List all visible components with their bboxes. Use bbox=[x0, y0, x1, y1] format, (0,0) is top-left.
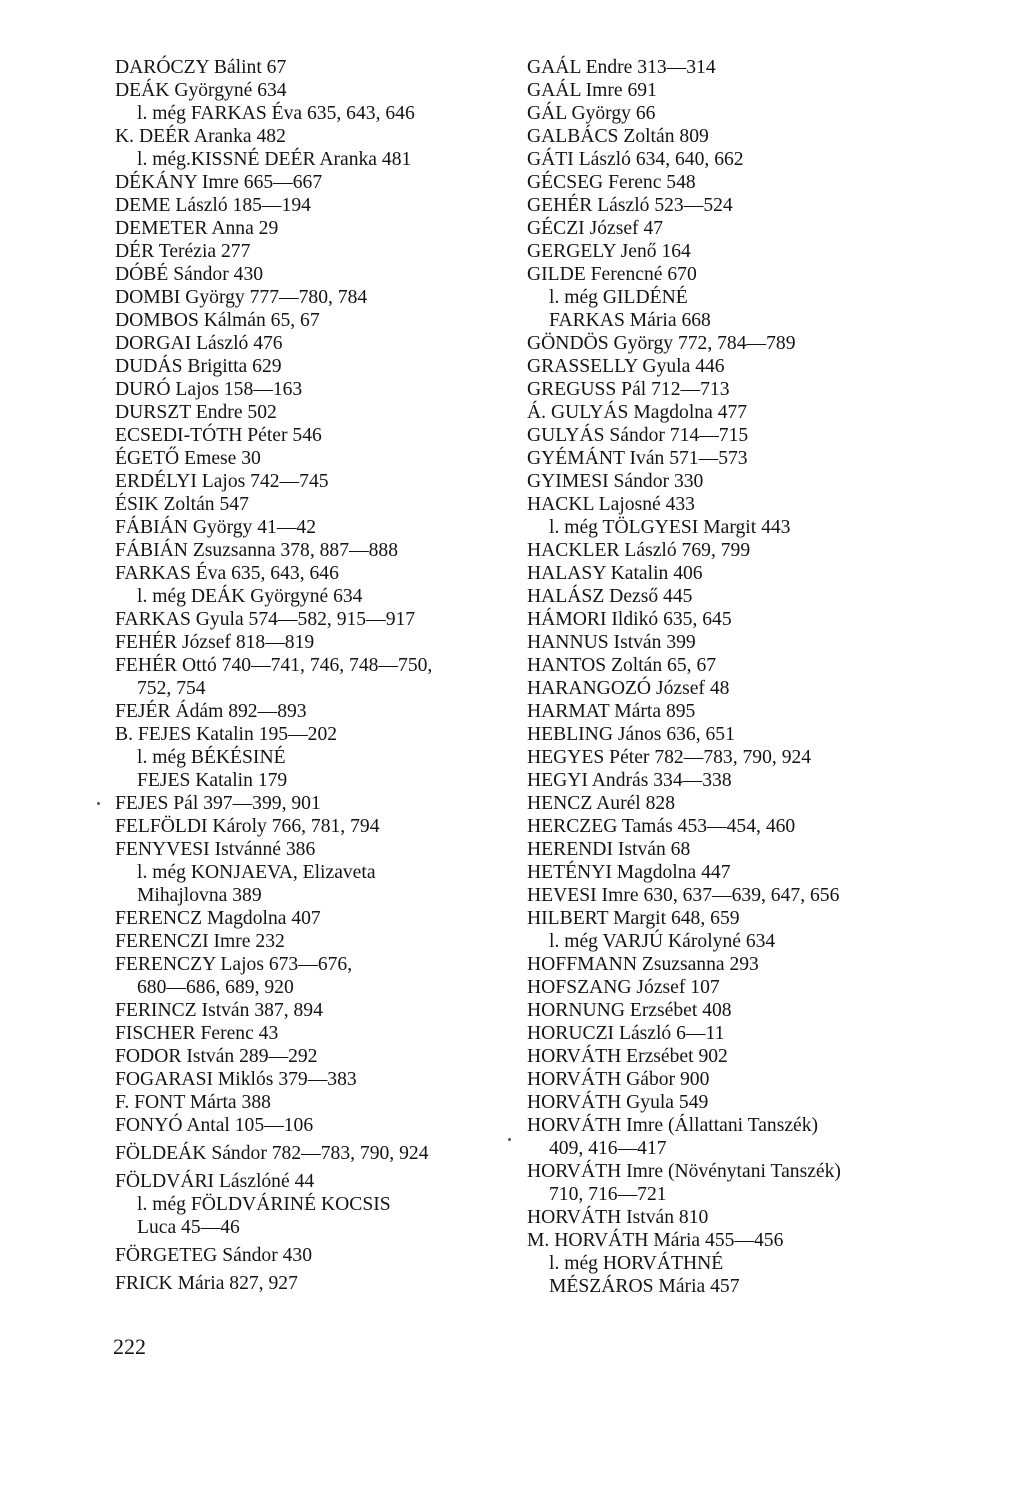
index-entry: DORGAI László 476 bbox=[115, 333, 283, 354]
index-entry: HORVÁTH Gyula 549 bbox=[527, 1092, 709, 1113]
index-entry: GREGUSS Pál 712—713 bbox=[527, 379, 730, 400]
index-entry: FRICK Mária 827, 927 bbox=[115, 1273, 298, 1294]
index-entry: HARANGOZÓ József 48 bbox=[527, 678, 730, 699]
index-entry: Á. GULYÁS Magdolna 477 bbox=[527, 402, 748, 423]
index-entry: Mihajlovna 389 bbox=[137, 885, 262, 906]
index-entry: FEJES Pál 397—399, 901 bbox=[115, 793, 321, 814]
index-entry: FÖLDVÁRI Lászlóné 44 bbox=[115, 1171, 315, 1192]
index-entry: GRASSELLY Gyula 446 bbox=[527, 356, 725, 377]
index-entry: ÉGETŐ Emese 30 bbox=[115, 448, 261, 469]
index-entry: DURÓ Lajos 158—163 bbox=[115, 379, 303, 400]
index-entry: GAÁL Endre 313—314 bbox=[527, 57, 716, 78]
index-entry: DURSZT Endre 502 bbox=[115, 402, 277, 423]
index-entry: FÖLDEÁK Sándor 782—783, 790, 924 bbox=[115, 1143, 429, 1164]
index-entry: l. még HORVÁTHNÉ bbox=[549, 1253, 724, 1274]
index-column-left bbox=[115, 56, 510, 1295]
index-entry: HEBLING János 636, 651 bbox=[527, 724, 735, 745]
index-entry: FERENCZI Imre 232 bbox=[115, 931, 285, 952]
index-entry: FARKAS Gyula 574—582, 915—917 bbox=[115, 609, 416, 630]
index-entry: FEJES Katalin 179 bbox=[137, 770, 288, 791]
index-entry: HACKLER László 769, 799 bbox=[527, 540, 751, 561]
index-entry: l. még BÉKÉSINÉ bbox=[137, 747, 286, 768]
index-entry: GÁL György 66 bbox=[527, 103, 656, 124]
index-entry: HACKL Lajosné 433 bbox=[527, 494, 695, 515]
index-entry: FARKAS Mária 668 bbox=[549, 310, 711, 331]
index-entry: HILBERT Margit 648, 659 bbox=[527, 908, 740, 929]
index-entry: HEVESI Imre 630, 637—639, 647, 656 bbox=[527, 885, 840, 906]
index-entry: FÖRGETEG Sándor 430 bbox=[115, 1245, 313, 1266]
index-entry: GÖNDÖS György 772, 784—789 bbox=[527, 333, 796, 354]
index-entry: FÁBIÁN György 41—42 bbox=[115, 517, 317, 538]
index-entry: GALBÁCS Zoltán 809 bbox=[527, 126, 709, 147]
index-entry: DEÁK Györgyné 634 bbox=[115, 80, 287, 101]
index-entry: l. még DEÁK Györgyné 634 bbox=[137, 586, 363, 607]
index-entry: DÉKÁNY Imre 665—667 bbox=[115, 172, 323, 193]
index-entry: l. még TÖLGYESI Margit 443 bbox=[549, 517, 791, 538]
index-entry: l. még KONJAEVA, Elizaveta bbox=[137, 862, 376, 883]
index-entry: GYÉMÁNT Iván 571—573 bbox=[527, 448, 748, 469]
index-entry: ERDÉLYI Lajos 742—745 bbox=[115, 471, 329, 492]
page-number: 222 bbox=[113, 1334, 146, 1359]
index-entry: FERINCZ István 387, 894 bbox=[115, 1000, 323, 1021]
index-entry: HALASY Katalin 406 bbox=[527, 563, 703, 584]
index-entry: FISCHER Ferenc 43 bbox=[115, 1023, 279, 1044]
index-entry: DÓBÉ Sándor 430 bbox=[115, 264, 264, 285]
index-entry: FELFÖLDI Károly 766, 781, 794 bbox=[115, 816, 380, 837]
index-entry: l. még VARJÚ Károlyné 634 bbox=[549, 931, 776, 952]
index-entry: GÁTI László 634, 640, 662 bbox=[527, 149, 744, 170]
index-entry: HEGYES Péter 782—783, 790, 924 bbox=[527, 747, 812, 768]
print-speck bbox=[508, 1138, 511, 1141]
index-entry: Luca 45—46 bbox=[137, 1217, 240, 1238]
index-entry: GILDE Ferencné 670 bbox=[527, 264, 697, 285]
index-entry: FONYÓ Antal 105—106 bbox=[115, 1115, 314, 1136]
index-entry: HORUCZI László 6—11 bbox=[527, 1023, 725, 1044]
print-speck bbox=[97, 802, 100, 805]
index-entry: F. FONT Márta 388 bbox=[115, 1092, 271, 1113]
index-entry: GÉCSEG Ferenc 548 bbox=[527, 172, 696, 193]
index-entry: B. FEJES Katalin 195—202 bbox=[115, 724, 338, 745]
index-entry: HORVÁTH Imre (Állattani Tanszék) bbox=[527, 1115, 819, 1136]
index-entry: K. DEÉR Aranka 482 bbox=[115, 126, 286, 147]
index-entry: HORVÁTH Gábor 900 bbox=[527, 1069, 710, 1090]
index-entry: HANNUS István 399 bbox=[527, 632, 696, 653]
index-entry: FEJÉR Ádám 892—893 bbox=[115, 701, 307, 722]
index-entry: DUDÁS Brigitta 629 bbox=[115, 356, 282, 377]
index-entry: l. még FÖLDVÁRINÉ KOCSIS bbox=[137, 1194, 391, 1215]
index-entry: HALÁSZ Dezső 445 bbox=[527, 586, 693, 607]
index-entry: 752, 754 bbox=[137, 678, 206, 699]
index-entry: GÉCZI József 47 bbox=[527, 218, 664, 239]
index-entry: HORVÁTH István 810 bbox=[527, 1207, 709, 1228]
index-entry: GEHÉR László 523—524 bbox=[527, 195, 733, 216]
index-entry: DÉR Terézia 277 bbox=[115, 241, 251, 262]
index-entry: HOFSZANG József 107 bbox=[527, 977, 720, 998]
index-entry: FENYVESI Istvánné 386 bbox=[115, 839, 316, 860]
index-entry: HANTOS Zoltán 65, 67 bbox=[527, 655, 717, 676]
index-entry: HERCZEG Tamás 453—454, 460 bbox=[527, 816, 796, 837]
index-entry: FODOR István 289—292 bbox=[115, 1046, 318, 1067]
index-entry: HENCZ Aurél 828 bbox=[527, 793, 676, 814]
index-entry: M. HORVÁTH Mária 455—456 bbox=[527, 1230, 784, 1251]
index-entry: FEHÉR József 818—819 bbox=[115, 632, 315, 653]
index-entry: HEGYI András 334—338 bbox=[527, 770, 732, 791]
index-entry: l. még GILDÉNÉ bbox=[549, 287, 688, 308]
index-entry: HORNUNG Erzsébet 408 bbox=[527, 1000, 732, 1021]
index-entry: DEME László 185—194 bbox=[115, 195, 311, 216]
index-entry: FOGARASI Miklós 379—383 bbox=[115, 1069, 357, 1090]
index-entry: DOMBOS Kálmán 65, 67 bbox=[115, 310, 320, 331]
index-entry: FÁBIÁN Zsuzsanna 378, 887—888 bbox=[115, 540, 398, 561]
index-entry: HORVÁTH Imre (Növénytani Tanszék) bbox=[527, 1161, 841, 1182]
index-entry: 409, 416—417 bbox=[549, 1138, 667, 1159]
index-entry: FARKAS Éva 635, 643, 646 bbox=[115, 563, 339, 584]
index-entry: HETÉNYI Magdolna 447 bbox=[527, 862, 731, 883]
index-entry: GERGELY Jenő 164 bbox=[527, 241, 691, 262]
index-entry: FERENCZY Lajos 673—676, bbox=[115, 954, 353, 975]
index-entry: 680—686, 689, 920 bbox=[137, 977, 294, 998]
index-entry: HOFFMANN Zsuzsanna 293 bbox=[527, 954, 759, 975]
index-entry: FEHÉR Ottó 740—741, 746, 748—750, bbox=[115, 655, 433, 676]
index-entry: GAÁL Imre 691 bbox=[527, 80, 657, 101]
index-entry: l. még.KISSNÉ DEÉR Aranka 481 bbox=[137, 149, 412, 170]
index-entry: HÁMORI Ildikó 635, 645 bbox=[527, 609, 732, 630]
index-entry: HARMAT Márta 895 bbox=[527, 701, 696, 722]
index-entry: GYIMESI Sándor 330 bbox=[527, 471, 704, 492]
index-entry: MÉSZÁROS Mária 457 bbox=[549, 1276, 740, 1297]
index-entry: HERENDI István 68 bbox=[527, 839, 691, 860]
index-column-right bbox=[527, 56, 997, 1298]
index-entry: FERENCZ Magdolna 407 bbox=[115, 908, 321, 929]
index-entry: 710, 716—721 bbox=[549, 1184, 667, 1205]
index-entry: l. még FARKAS Éva 635, 643, 646 bbox=[137, 103, 415, 124]
index-entry: HORVÁTH Erzsébet 902 bbox=[527, 1046, 728, 1067]
index-entry: GULYÁS Sándor 714—715 bbox=[527, 425, 749, 446]
index-entry: DARÓCZY Bálint 67 bbox=[115, 57, 287, 78]
index-entry: ECSEDI-TÓTH Péter 546 bbox=[115, 425, 322, 446]
index-entry: DEMETER Anna 29 bbox=[115, 218, 279, 239]
index-entry: ÉSIK Zoltán 547 bbox=[115, 494, 249, 515]
index-entry: DOMBI György 777—780, 784 bbox=[115, 287, 368, 308]
